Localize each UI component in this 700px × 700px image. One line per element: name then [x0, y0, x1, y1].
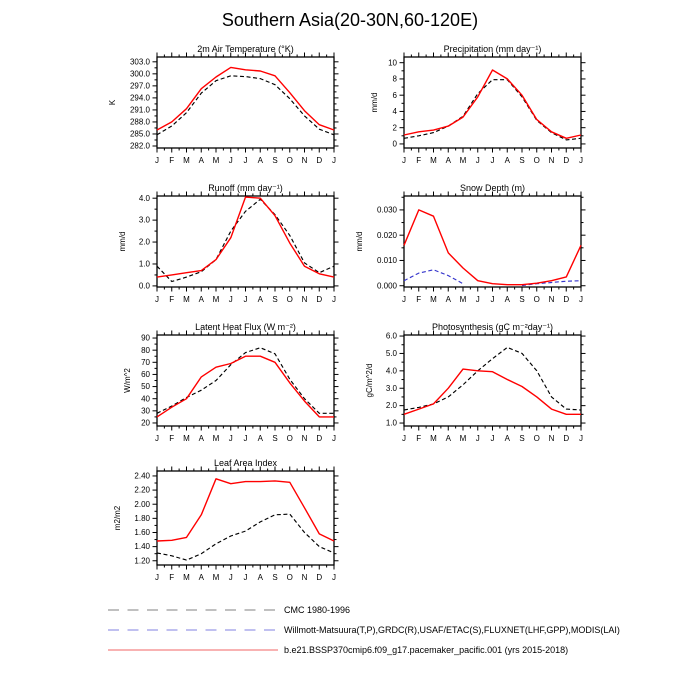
- legend-entry-model: [0, 643, 700, 657]
- x-tick-label: N: [548, 434, 555, 443]
- series-line-model: [157, 67, 334, 130]
- x-tick-label: D: [563, 295, 570, 304]
- chart-leaf-area-index: [93, 457, 346, 594]
- y-tick-label: 300.0: [129, 69, 150, 79]
- x-tick-label: A: [445, 434, 451, 443]
- y-axis-label: m2/m2: [113, 505, 122, 531]
- x-tick-label: N: [548, 295, 555, 304]
- y-axis-label: gC/m^2/d: [365, 363, 374, 398]
- plot-frame: [157, 471, 334, 565]
- x-tick-label: O: [286, 573, 293, 582]
- y-tick-label: 2: [392, 123, 397, 133]
- x-tick-label: M: [430, 434, 437, 443]
- x-tick-label: J: [155, 295, 159, 304]
- axis-ticks: [400, 331, 586, 431]
- series-lines: [157, 197, 334, 281]
- x-tick-label: A: [504, 156, 510, 165]
- axis-labels: [108, 44, 336, 165]
- legend-label-obs: Willmott-Matsuura(T,P),GRDC(R),USAF/ETAC(S),FLUXNET(LHF,GPP),MODIS(LAI): [284, 625, 620, 635]
- y-tick-label: 2.0: [138, 237, 150, 247]
- plot-frame: [157, 335, 334, 426]
- x-tick-label: O: [533, 434, 540, 443]
- series-line-model: [157, 356, 334, 417]
- y-axis-label: mm/d: [118, 231, 127, 252]
- x-tick-label: A: [257, 573, 263, 582]
- x-tick-label: O: [533, 295, 540, 304]
- x-tick-label: S: [519, 434, 525, 443]
- x-tick-label: F: [169, 573, 175, 582]
- x-tick-label: M: [212, 156, 220, 165]
- plot-frame: [404, 335, 581, 426]
- series-lines: [157, 67, 334, 134]
- x-tick-label: S: [519, 295, 525, 304]
- x-tick-label: J: [332, 156, 336, 165]
- x-tick-label: J: [332, 295, 336, 304]
- x-tick-label: O: [286, 434, 293, 443]
- x-tick-label: A: [257, 295, 263, 304]
- y-tick-label: 1.80: [134, 513, 150, 523]
- x-tick-label: J: [579, 295, 583, 304]
- y-tick-label: 30: [141, 406, 150, 416]
- x-tick-label: F: [169, 295, 175, 304]
- y-tick-label: 291.0: [129, 105, 150, 115]
- chart-title: Leaf Area Index: [213, 458, 278, 468]
- series-lines: [157, 479, 334, 560]
- x-tick-label: J: [155, 434, 159, 443]
- x-tick-label: M: [183, 156, 190, 165]
- series-line-observation: [157, 199, 334, 281]
- chart-title: Snow Depth (m): [459, 183, 526, 193]
- x-tick-label: O: [286, 156, 293, 165]
- series-line-model: [157, 197, 334, 277]
- page-title: Southern Asia(20-30N,60-120E): [221, 10, 479, 30]
- axis-labels: [113, 458, 336, 582]
- y-tick-label: 2.20: [134, 485, 150, 495]
- chart-title: Latent Heat Flux (W m⁻²): [195, 322, 296, 332]
- chart-runoff: [93, 182, 346, 316]
- x-tick-label: J: [579, 434, 583, 443]
- x-tick-label: D: [563, 156, 570, 165]
- chart-title: Photosynthesis (gC m⁻²day⁻¹): [431, 322, 554, 332]
- y-tick-label: 0.030: [376, 205, 397, 215]
- chart-svg: [93, 43, 346, 172]
- y-tick-label: 10: [388, 58, 397, 68]
- x-tick-label: J: [402, 156, 406, 165]
- y-axis-label: mm/d: [370, 92, 379, 113]
- y-tick-label: 294.0: [129, 93, 150, 103]
- x-tick-label: M: [212, 573, 220, 582]
- series-lines: [404, 70, 581, 140]
- chart-svg: [93, 457, 346, 589]
- legend-entry-obs: [0, 623, 700, 637]
- x-tick-label: S: [272, 434, 278, 443]
- axis-ticks: [153, 331, 339, 431]
- x-tick-label: O: [533, 156, 540, 165]
- x-tick-label: S: [519, 156, 525, 165]
- series-line-observation: [404, 347, 581, 410]
- y-tick-label: 297.0: [129, 81, 150, 91]
- x-tick-label: J: [490, 156, 495, 165]
- y-tick-label: 4.0: [138, 193, 150, 203]
- x-tick-label: J: [228, 573, 233, 582]
- x-tick-label: J: [402, 434, 406, 443]
- x-tick-label: M: [459, 156, 467, 165]
- x-tick-label: M: [183, 434, 190, 443]
- x-tick-label: D: [316, 295, 323, 304]
- y-tick-label: 70: [141, 357, 150, 367]
- x-tick-label: M: [459, 434, 467, 443]
- y-tick-label: 3.0: [138, 215, 150, 225]
- axis-labels: [123, 322, 336, 443]
- x-tick-label: J: [155, 156, 159, 165]
- y-tick-label: 282.0: [129, 141, 150, 151]
- x-tick-label: J: [155, 573, 159, 582]
- axis-ticks: [400, 53, 586, 153]
- y-tick-label: 0: [392, 139, 397, 149]
- y-tick-label: 40: [141, 394, 150, 404]
- y-tick-label: 4: [392, 107, 397, 117]
- x-tick-label: J: [243, 295, 248, 304]
- x-tick-label: F: [169, 156, 175, 165]
- chart-snow-depth: [340, 182, 593, 316]
- series-lines: [404, 210, 581, 286]
- y-tick-label: 285.0: [129, 129, 150, 139]
- y-tick-label: 6: [392, 90, 397, 100]
- chart-svg: [340, 43, 593, 172]
- y-tick-label: 288.0: [129, 117, 150, 127]
- y-tick-label: 80: [141, 345, 150, 355]
- chart-2m-air-temperature: [93, 43, 346, 177]
- y-tick-label: 4.0: [385, 366, 397, 376]
- axis-labels: [365, 322, 583, 443]
- legend-label-cmc: CMC 1980-1996: [284, 605, 351, 615]
- x-tick-label: D: [316, 434, 323, 443]
- x-tick-label: D: [316, 156, 323, 165]
- y-tick-label: 303.0: [129, 57, 150, 67]
- y-tick-label: 1.0: [138, 259, 150, 269]
- axis-ticks: [400, 192, 586, 292]
- y-tick-label: 0.020: [376, 230, 397, 240]
- y-tick-label: 2.40: [134, 471, 150, 481]
- legend-entry-cmc: [0, 603, 700, 617]
- chart-svg: [93, 182, 346, 311]
- y-tick-label: 90: [141, 333, 150, 343]
- legend-line-dashed-blue-icon: [106, 623, 286, 637]
- x-tick-label: N: [301, 295, 308, 304]
- chart-svg: [340, 321, 593, 450]
- x-tick-label: M: [459, 295, 467, 304]
- x-tick-label: J: [475, 434, 480, 443]
- chart-title: Runoff (mm day⁻¹): [208, 183, 283, 193]
- x-tick-label: M: [183, 573, 190, 582]
- x-tick-label: N: [301, 156, 308, 165]
- x-tick-label: M: [212, 295, 220, 304]
- axis-ticks: [153, 53, 339, 153]
- x-tick-label: N: [301, 573, 308, 582]
- y-axis-label: mm/d: [355, 231, 364, 252]
- x-tick-label: O: [286, 295, 293, 304]
- x-tick-label: F: [416, 295, 422, 304]
- axis-labels: [355, 183, 583, 304]
- chart-photosynthesis: [340, 321, 593, 455]
- axis-ticks: [153, 192, 339, 292]
- y-tick-label: 1.20: [134, 556, 150, 566]
- x-tick-label: J: [243, 434, 248, 443]
- x-tick-label: A: [445, 295, 451, 304]
- axis-labels: [370, 44, 583, 165]
- x-tick-label: D: [563, 434, 570, 443]
- y-axis-label: K: [108, 99, 117, 106]
- plot-frame: [157, 57, 334, 148]
- y-axis-label: W/m^2: [123, 368, 132, 393]
- y-tick-label: 1.0: [385, 418, 397, 428]
- x-tick-label: J: [490, 434, 495, 443]
- x-tick-label: J: [475, 156, 480, 165]
- x-tick-label: J: [490, 295, 495, 304]
- series-line-observation: [157, 76, 334, 135]
- y-tick-label: 1.40: [134, 542, 150, 552]
- series-lines: [404, 347, 581, 414]
- series-line-model: [404, 369, 581, 414]
- chart-title: Precipitation (mm day⁻¹): [443, 44, 542, 54]
- x-tick-label: A: [198, 573, 204, 582]
- x-tick-label: F: [169, 434, 175, 443]
- x-tick-label: M: [430, 156, 437, 165]
- x-tick-label: J: [402, 295, 406, 304]
- series-line-observation: [157, 514, 334, 560]
- y-tick-label: 0.000: [376, 281, 397, 291]
- chart-svg: [93, 321, 346, 450]
- x-tick-label: F: [416, 434, 422, 443]
- series-line-model: [404, 70, 581, 138]
- x-tick-label: S: [272, 295, 278, 304]
- y-tick-label: 6.0: [385, 331, 397, 341]
- y-tick-label: 2.00: [134, 499, 150, 509]
- y-tick-label: 20: [141, 418, 150, 428]
- x-tick-label: N: [548, 156, 555, 165]
- chart-latent-heat-flux: [93, 321, 346, 455]
- x-tick-label: J: [579, 156, 583, 165]
- y-tick-label: 8: [392, 74, 397, 84]
- x-tick-label: A: [257, 156, 263, 165]
- chart-precipitation: [340, 43, 593, 177]
- series-lines: [157, 348, 334, 417]
- x-tick-label: A: [504, 295, 510, 304]
- x-tick-label: M: [430, 295, 437, 304]
- x-tick-label: A: [198, 295, 204, 304]
- legend-line-dashed-gray-icon: [106, 603, 286, 617]
- x-tick-label: A: [198, 156, 204, 165]
- x-tick-label: D: [316, 573, 323, 582]
- y-tick-label: 0.0: [138, 281, 150, 291]
- x-tick-label: J: [228, 434, 233, 443]
- legend-label-model: b.e21.BSSP370cmip6.f09_g17.pacemaker_pacific.001 (yrs 2015-2018): [284, 645, 569, 655]
- y-tick-label: 2.0: [385, 401, 397, 411]
- plot-frame: [404, 196, 581, 287]
- x-tick-label: A: [198, 434, 204, 443]
- x-tick-label: S: [272, 573, 278, 582]
- x-tick-label: J: [332, 573, 336, 582]
- x-tick-label: J: [332, 434, 336, 443]
- chart-svg: [340, 182, 593, 311]
- x-tick-label: S: [272, 156, 278, 165]
- y-tick-label: 3.0: [385, 383, 397, 393]
- x-tick-label: J: [243, 573, 248, 582]
- y-tick-label: 50: [141, 382, 150, 392]
- x-tick-label: M: [183, 295, 190, 304]
- y-tick-label: 5.0: [385, 349, 397, 359]
- x-tick-label: J: [228, 156, 233, 165]
- y-tick-label: 60: [141, 370, 150, 380]
- x-tick-label: J: [475, 295, 480, 304]
- series-line-model: [404, 210, 581, 285]
- x-tick-label: M: [212, 434, 220, 443]
- x-tick-label: F: [416, 156, 422, 165]
- x-tick-label: A: [257, 434, 263, 443]
- legend-line-solid-red-icon: [106, 643, 286, 657]
- y-tick-label: 0.010: [376, 256, 397, 266]
- x-tick-label: N: [301, 434, 308, 443]
- x-tick-label: A: [504, 434, 510, 443]
- chart-title: 2m Air Temperature (°K): [197, 44, 294, 54]
- x-tick-label: A: [445, 156, 451, 165]
- x-tick-label: J: [228, 295, 233, 304]
- x-tick-label: J: [243, 156, 248, 165]
- y-tick-label: 1.60: [134, 528, 150, 538]
